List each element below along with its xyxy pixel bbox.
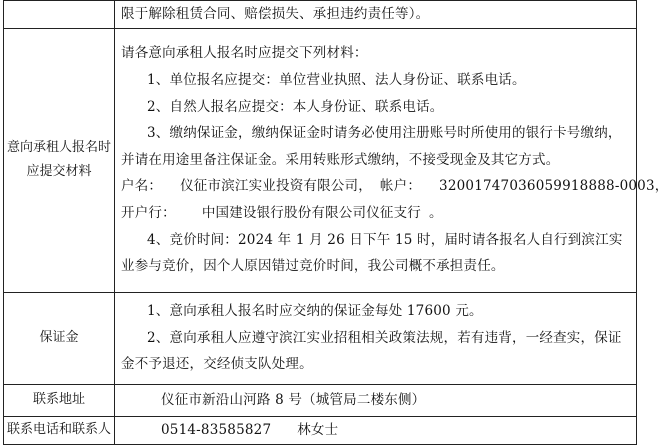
materials-intro: 请各意向承租人报名时应提交下列材料： [121,45,368,62]
address-content [115,384,637,416]
materials-item-3: 3、缴纳保证金，缴纳保证金时请务必使用注册账号时所使用的银行卡号缴纳，并请在用途里备注保证金。采用转账形式缴纳，不接受现金及其它方式。 [121,125,622,168]
deposit-label: 保证金 [4,292,115,384]
account-name: 仪征市滨江实业投资有限公司， [180,178,372,195]
top-row [4,1,637,29]
bank-label: 开户行： [121,204,176,221]
materials-item-4: 4、竞价时间：2024 年 1 月 26 日下午 15 时，届时请各报名人自行到滨江实业参与竞价，因个人原因错过竞价时间，我公司概不承担责任。 [121,231,623,275]
bank-line [121,200,630,227]
deposit-content [115,292,637,384]
contact-person: 林女士 [297,421,339,438]
materials-item-2: 2、自然人报名应提交：本人身份证、联系电话。 [147,98,444,115]
account-no: 32001747036059918888-0003， [439,178,668,195]
contact-label: 联系电话和联系人 [4,416,115,444]
info-table [3,0,668,445]
address-row [4,384,637,416]
deposit-item-2: 2、意向承租人应遵守滨江实业招租相关政策法规，若有违背，一经查实，保证金不予退还，交经侦支队处理。 [121,329,622,373]
bank-end: 。 [429,204,443,221]
deposit-row [4,292,637,384]
bank-name: 中国建设银行股份有限公司仪征支行 [201,204,422,221]
materials-content [115,28,668,292]
materials-row [4,28,637,292]
materials-label: 意向承租人报名时应提交材料 [4,28,115,292]
contact-row [4,416,637,444]
deposit-item-1: 1、意向承租人报名时应交纳的保证金每处 17600 元。 [147,303,483,320]
contact-line [121,417,630,444]
address-label: 联系地址 [4,384,115,416]
materials-item-1: 1、单位报名应提交：单位营业执照、法人身份证、联系电话。 [147,72,526,89]
contact-phone: 0514-83585827 [161,421,272,438]
top-row-content [115,1,637,29]
top-row-label-cell [4,1,115,29]
address-value: 仪征市新沿山河路 8 号（城管局二楼东侧） [161,391,426,408]
contact-content [115,416,637,444]
account-no-label: 帐户： [379,178,422,195]
top-row-text: 限于解除租赁合同、赔偿损失、承担违约责任等）。 [121,6,430,22]
account-line [121,173,668,200]
account-name-label: 户名： [121,178,163,195]
